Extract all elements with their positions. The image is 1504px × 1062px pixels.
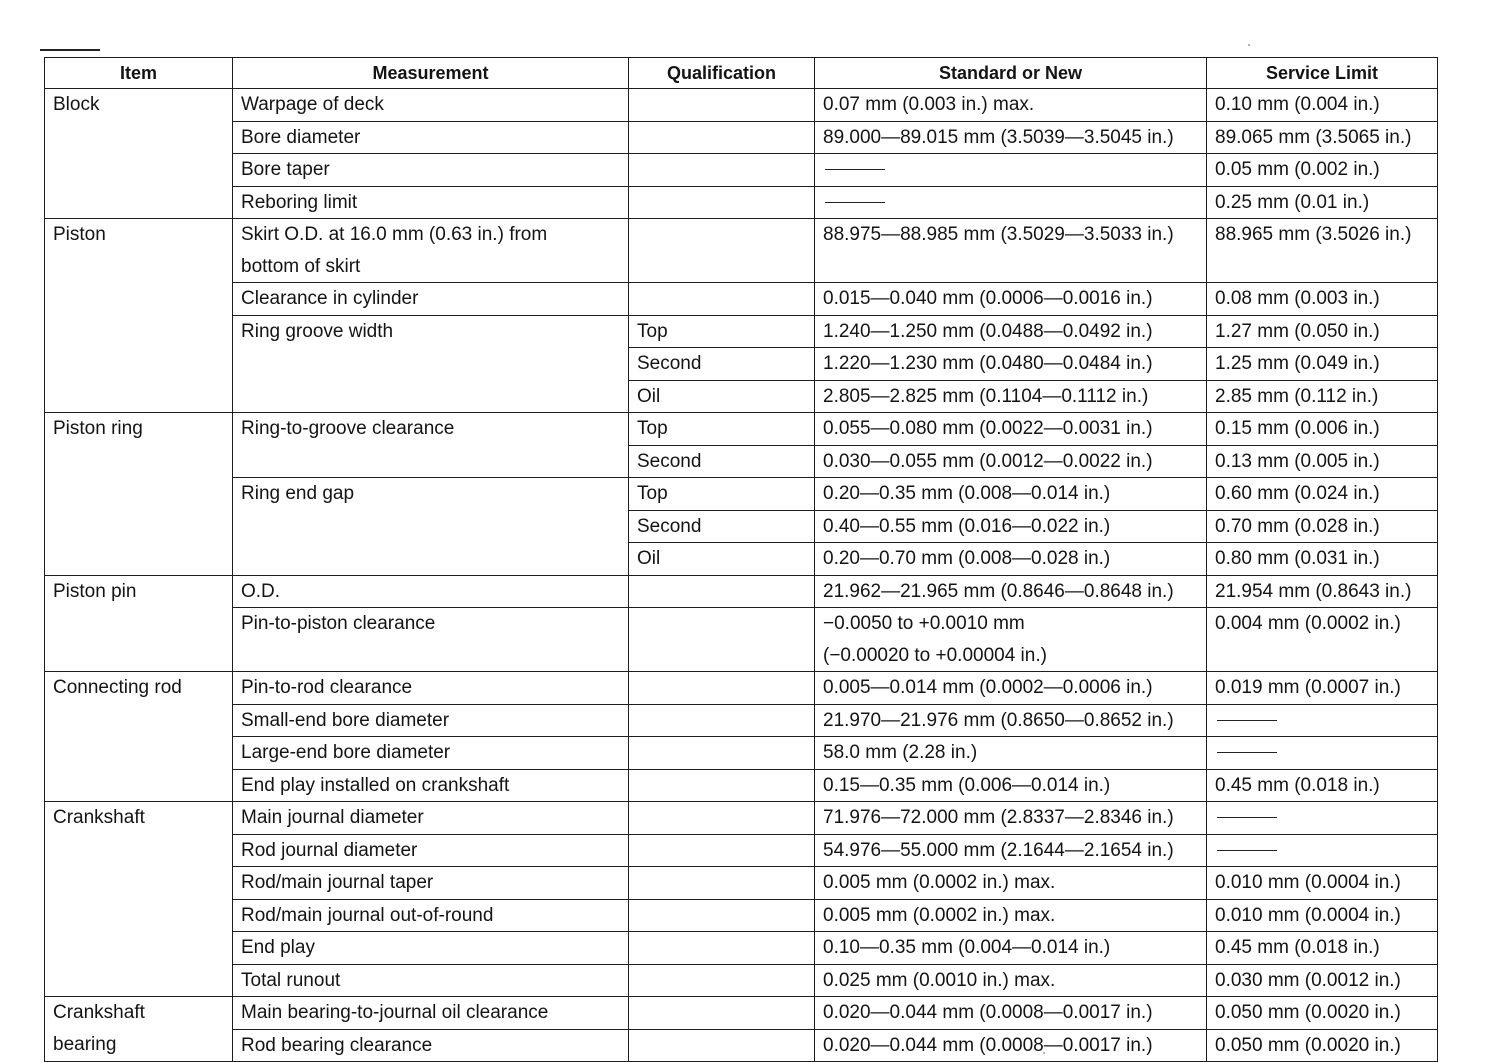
standard-cell: 0.055—0.080 mm (0.0022—0.0031 in.) — [815, 413, 1207, 446]
measurement-cell: O.D. — [233, 575, 629, 608]
qualification-cell — [629, 121, 815, 154]
qualification-cell: Oil — [629, 543, 815, 576]
standard-cell: 88.975—88.985 mm (3.5029—3.5033 in.) — [815, 219, 1207, 283]
table-row — [45, 575, 1438, 608]
service-limit-cell — [1207, 834, 1438, 867]
measurement-cell: Reboring limit — [233, 186, 629, 219]
qualification-cell — [629, 802, 815, 835]
measurement-cell: Clearance in cylinder — [233, 283, 629, 316]
table-row — [45, 478, 1438, 511]
standard-cell: 0.20—0.70 mm (0.008—0.028 in.) — [815, 543, 1207, 576]
service-limit-cell: 1.25 mm (0.049 in.) — [1207, 348, 1438, 381]
table-row — [45, 219, 1438, 283]
qualification-cell — [629, 704, 815, 737]
qualification-cell — [629, 997, 815, 1030]
standard-cell: 71.976—72.000 mm (2.8337—2.8346 in.) — [815, 802, 1207, 835]
measurement-cell: End play installed on crankshaft — [233, 769, 629, 802]
standard-cell: 0.020—0.044 mm (0.0008—0.0017 in.) — [815, 997, 1207, 1030]
standard-cell: 1.240—1.250 mm (0.0488—0.0492 in.) — [815, 315, 1207, 348]
not-applicable-dash — [825, 169, 885, 170]
service-limit-cell: 0.010 mm (0.0004 in.) — [1207, 867, 1438, 900]
item-cell: Piston ring — [45, 413, 233, 576]
scan-speck — [1248, 44, 1250, 46]
service-limit-cell: 0.010 mm (0.0004 in.) — [1207, 899, 1438, 932]
measurement-cell: Main journal diameter — [233, 802, 629, 835]
service-limit-cell: 0.15 mm (0.006 in.) — [1207, 413, 1438, 446]
qualification-cell — [629, 899, 815, 932]
qualification-cell: Top — [629, 413, 815, 446]
table-row — [45, 997, 1438, 1030]
service-limit-cell: 0.25 mm (0.01 in.) — [1207, 186, 1438, 219]
col-header-service-limit: Service Limit — [1207, 58, 1438, 89]
service-limit-cell — [1207, 737, 1438, 770]
measurement-cell: Warpage of deck — [233, 89, 629, 122]
standard-cell: 0.20—0.35 mm (0.008—0.014 in.) — [815, 478, 1207, 511]
service-limit-cell: 1.27 mm (0.050 in.) — [1207, 315, 1438, 348]
service-limit-cell: 0.08 mm (0.003 in.) — [1207, 283, 1438, 316]
measurement-cell: Ring groove width — [233, 315, 629, 413]
not-applicable-dash — [1217, 720, 1277, 721]
measurement-cell: Total runout — [233, 964, 629, 997]
not-applicable-dash — [1217, 817, 1277, 818]
standard-cell — [815, 154, 1207, 187]
table-row — [45, 186, 1438, 219]
measurement-cell: Bore diameter — [233, 121, 629, 154]
qualification-cell — [629, 575, 815, 608]
col-header-item: Item — [45, 58, 233, 89]
standard-cell: 2.805—2.825 mm (0.1104—0.1112 in.) — [815, 380, 1207, 413]
measurement-cell: Ring-to-groove clearance — [233, 413, 629, 478]
spec-table — [44, 57, 1438, 1062]
qualification-cell — [629, 769, 815, 802]
standard-cell: 0.10—0.35 mm (0.004—0.014 in.) — [815, 932, 1207, 965]
table-row — [45, 932, 1438, 965]
measurement-cell: Rod/main journal out-of-round — [233, 899, 629, 932]
item-cell: Piston pin — [45, 575, 233, 672]
qualification-cell — [629, 932, 815, 965]
service-limit-cell: 0.45 mm (0.018 in.) — [1207, 769, 1438, 802]
service-limit-cell: 0.030 mm (0.0012 in.) — [1207, 964, 1438, 997]
col-header-standard: Standard or New — [815, 58, 1207, 89]
top-rule — [40, 49, 100, 51]
measurement-cell: Bore taper — [233, 154, 629, 187]
standard-cell: 0.020—0.044 mm (0.0008—0.0017 in.) — [815, 1029, 1207, 1062]
qualification-cell: Second — [629, 445, 815, 478]
table-row — [45, 283, 1438, 316]
service-limit-cell: 0.13 mm (0.005 in.) — [1207, 445, 1438, 478]
service-limit-cell: 21.954 mm (0.8643 in.) — [1207, 575, 1438, 608]
standard-cell: 0.15—0.35 mm (0.006—0.014 in.) — [815, 769, 1207, 802]
qualification-cell: Oil — [629, 380, 815, 413]
table-row — [45, 834, 1438, 867]
table-row — [45, 737, 1438, 770]
measurement-cell: Rod journal diameter — [233, 834, 629, 867]
standard-cell: 0.005 mm (0.0002 in.) max. — [815, 867, 1207, 900]
service-limit-cell: 0.45 mm (0.018 in.) — [1207, 932, 1438, 965]
measurement-cell: Pin-to-piston clearance — [233, 608, 629, 672]
measurement-cell: Small-end bore diameter — [233, 704, 629, 737]
service-limit-cell — [1207, 802, 1438, 835]
service-limit-cell: 0.80 mm (0.031 in.) — [1207, 543, 1438, 576]
standard-cell: 21.962—21.965 mm (0.8646—0.8648 in.) — [815, 575, 1207, 608]
service-limit-cell: 0.050 mm (0.0020 in.) — [1207, 1029, 1438, 1062]
qualification-cell — [629, 672, 815, 705]
standard-cell: 89.000—89.015 mm (3.5039—3.5045 in.) — [815, 121, 1207, 154]
not-applicable-dash — [1217, 752, 1277, 753]
table-row — [45, 672, 1438, 705]
not-applicable-dash — [1217, 850, 1277, 851]
service-limit-cell: 0.60 mm (0.024 in.) — [1207, 478, 1438, 511]
standard-cell: 21.970—21.976 mm (0.8650—0.8652 in.) — [815, 704, 1207, 737]
service-limit-cell: 0.05 mm (0.002 in.) — [1207, 154, 1438, 187]
measurement-cell: Large-end bore diameter — [233, 737, 629, 770]
qualification-cell — [629, 1029, 815, 1062]
table-row — [45, 1029, 1438, 1062]
standard-cell: 0.005—0.014 mm (0.0002—0.0006 in.) — [815, 672, 1207, 705]
qualification-cell — [629, 154, 815, 187]
standard-cell: 1.220—1.230 mm (0.0480—0.0484 in.) — [815, 348, 1207, 381]
qualification-cell: Top — [629, 478, 815, 511]
standard-cell: 0.025 mm (0.0010 in.) max. — [815, 964, 1207, 997]
service-limit-cell: 0.019 mm (0.0007 in.) — [1207, 672, 1438, 705]
measurement-cell: End play — [233, 932, 629, 965]
table-row — [45, 704, 1438, 737]
qualification-cell — [629, 283, 815, 316]
measurement-cell: Rod/main journal taper — [233, 867, 629, 900]
table-row — [45, 154, 1438, 187]
item-cell: Block — [45, 89, 233, 219]
service-limit-cell: 0.70 mm (0.028 in.) — [1207, 510, 1438, 543]
service-limit-cell: 2.85 mm (0.112 in.) — [1207, 380, 1438, 413]
qualification-cell — [629, 608, 815, 672]
service-limit-cell: 0.050 mm (0.0020 in.) — [1207, 997, 1438, 1030]
standard-cell: 58.0 mm (2.28 in.) — [815, 737, 1207, 770]
col-header-measurement: Measurement — [233, 58, 629, 89]
item-cell: Piston — [45, 219, 233, 413]
measurement-cell: Rod bearing clearance — [233, 1029, 629, 1062]
service-limit-cell: 0.10 mm (0.004 in.) — [1207, 89, 1438, 122]
qualification-cell — [629, 834, 815, 867]
standard-cell: 54.976—55.000 mm (2.1644—2.1654 in.) — [815, 834, 1207, 867]
item-cell: Crankshaft bearing — [45, 997, 233, 1062]
table-row — [45, 89, 1438, 122]
standard-cell — [815, 186, 1207, 219]
table-row — [45, 802, 1438, 835]
service-limit-cell — [1207, 704, 1438, 737]
standard-cell: 0.40—0.55 mm (0.016—0.022 in.) — [815, 510, 1207, 543]
standard-cell: 0.015—0.040 mm (0.0006—0.0016 in.) — [815, 283, 1207, 316]
table-row — [45, 413, 1438, 446]
qualification-cell — [629, 867, 815, 900]
qualification-cell: Top — [629, 315, 815, 348]
table-row — [45, 121, 1438, 154]
table-row — [45, 608, 1438, 672]
measurement-cell: Main bearing-to-journal oil clearance — [233, 997, 629, 1030]
item-cell: Connecting rod — [45, 672, 233, 802]
measurement-cell: Skirt O.D. at 16.0 mm (0.63 in.) from bottom of skirt — [233, 219, 629, 283]
standard-cell: 0.030—0.055 mm (0.0012—0.0022 in.) — [815, 445, 1207, 478]
qualification-cell — [629, 964, 815, 997]
standard-cell: 0.07 mm (0.003 in.) max. — [815, 89, 1207, 122]
qualification-cell — [629, 219, 815, 283]
service-limit-cell: 89.065 mm (3.5065 in.) — [1207, 121, 1438, 154]
qualification-cell: Second — [629, 510, 815, 543]
qualification-cell: Second — [629, 348, 815, 381]
qualification-cell — [629, 89, 815, 122]
table-row — [45, 315, 1438, 348]
not-applicable-dash — [825, 202, 885, 203]
service-limit-cell: 88.965 mm (3.5026 in.) — [1207, 219, 1438, 283]
standard-cell: −0.0050 to +0.0010 mm (−0.00020 to +0.00004 in.) — [815, 608, 1207, 672]
item-cell: Crankshaft — [45, 802, 233, 997]
table-row — [45, 867, 1438, 900]
table-row — [45, 899, 1438, 932]
header-row — [45, 58, 1438, 89]
measurement-cell: Pin-to-rod clearance — [233, 672, 629, 705]
qualification-cell — [629, 186, 815, 219]
standard-cell: 0.005 mm (0.0002 in.) max. — [815, 899, 1207, 932]
table-row — [45, 964, 1438, 997]
col-header-qualification: Qualification — [629, 58, 815, 89]
service-limit-cell: 0.004 mm (0.0002 in.) — [1207, 608, 1438, 672]
qualification-cell — [629, 737, 815, 770]
measurement-cell: Ring end gap — [233, 478, 629, 576]
table-row — [45, 769, 1438, 802]
